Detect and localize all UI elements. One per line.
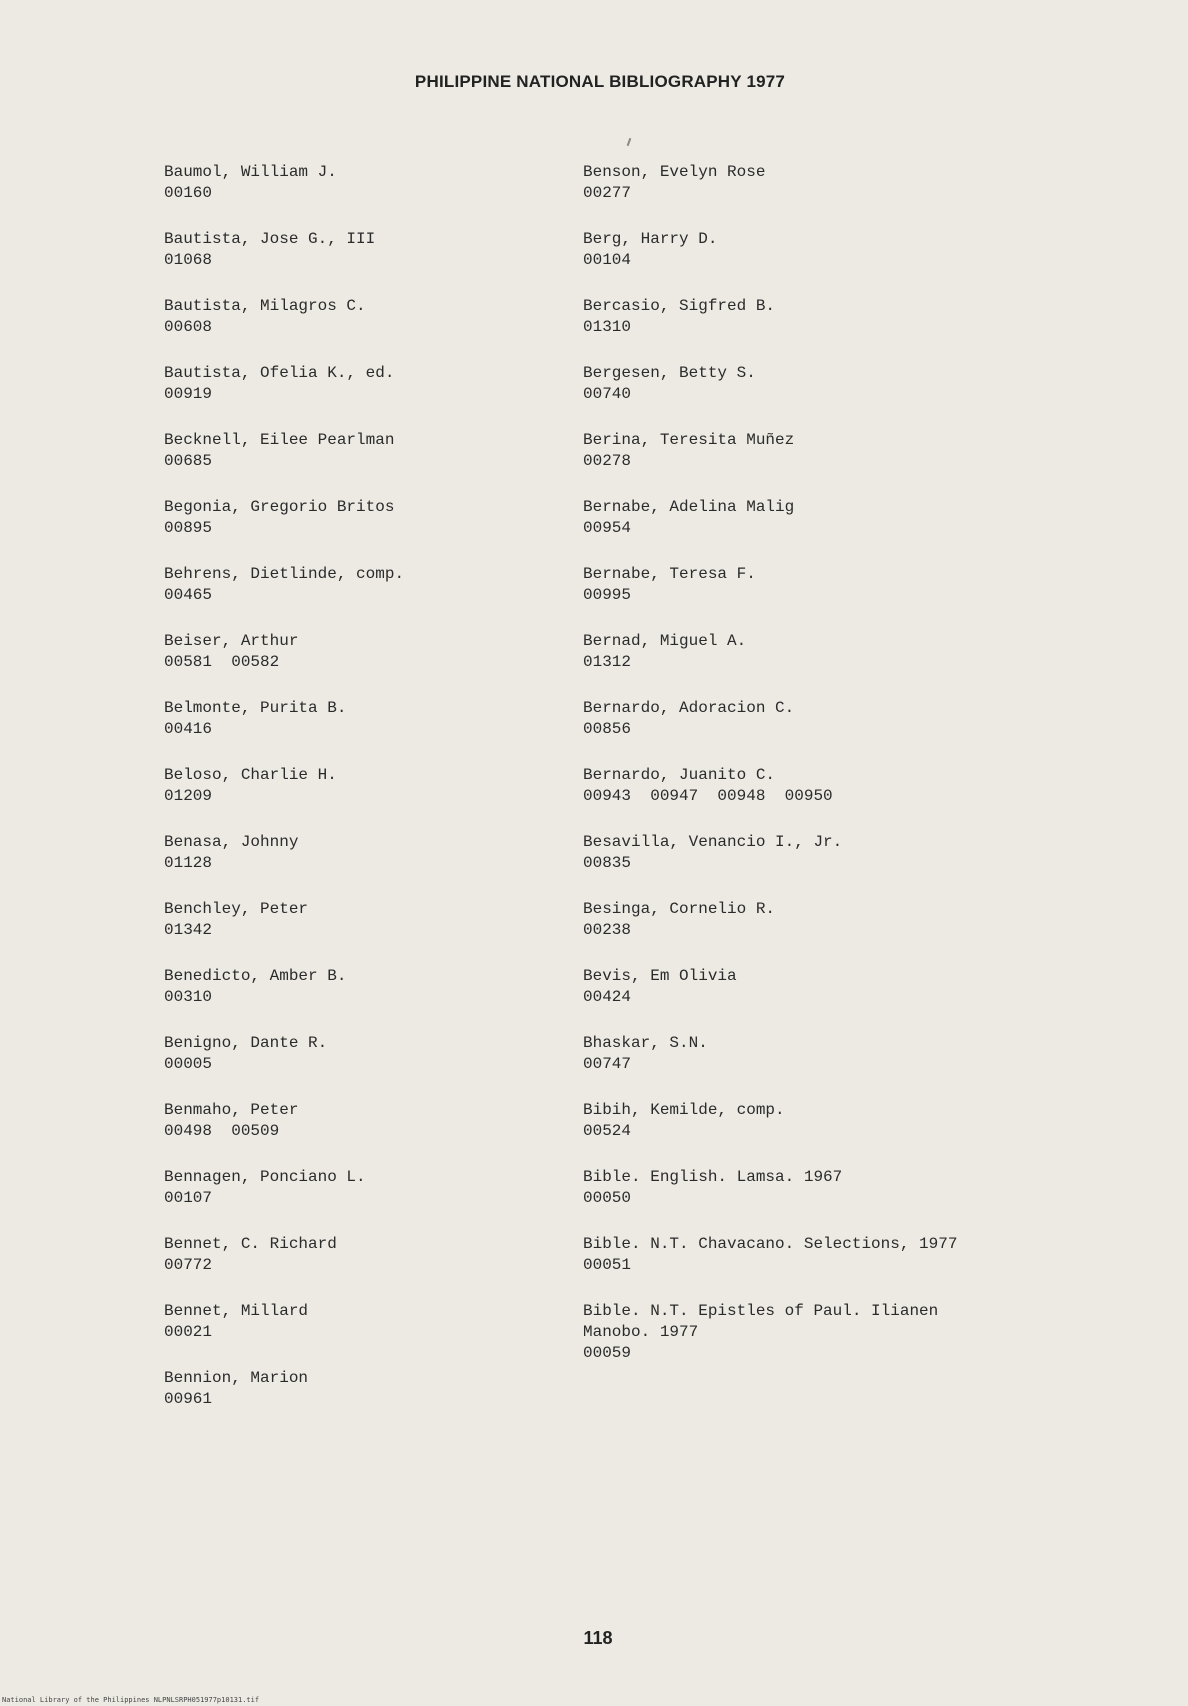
index-entry [164,698,564,765]
entry-name: Bernad, Miguel A. [583,632,747,650]
index-entry [164,899,564,966]
entry-numbers: 01209 [164,787,213,805]
index-entry [583,1234,1043,1301]
index-entry [164,1100,564,1167]
entry-name: Bible. N.T. Epistles of Paul. Ilianen [583,1302,939,1320]
index-entry [164,966,564,1033]
entry-name: Bernabe, Teresa F. [583,565,756,583]
entry-numbers: 00747 [583,1055,632,1073]
entry-name: Becknell, Eilee Pearlman [164,431,395,449]
index-entry [583,631,1043,698]
page-title: PHILIPPINE NATIONAL BIBLIOGRAPHY 1977 [414,72,786,91]
index-entry [164,296,564,363]
entry-numbers: 00919 [164,385,213,403]
entry-name: Benasa, Johnny [164,833,299,851]
scan-footer: National Library of the Philippines NLPNLSRPH051977p10131.tif [2,1696,260,1704]
index-entry [583,899,1043,966]
entry-numbers: 00021 [164,1323,213,1341]
entry-name: Berg, Harry D. [583,230,718,248]
entry-name: Bible. N.T. Chavacano. Selections, 1977 [583,1235,958,1253]
entry-name: Bennion, Marion [164,1369,309,1387]
entry-numbers: 00238 [583,921,632,939]
entry-numbers: 00835 [583,854,632,872]
entry-name: Berina, Teresita Muñez [583,431,795,449]
entry-name: Benigno, Dante R. [164,1034,328,1052]
entry-numbers: 00107 [164,1189,213,1207]
entry-name: Benedicto, Amber B. [164,967,347,985]
entry-numbers: 00277 [583,184,632,202]
entry-numbers: 00416 [164,720,213,738]
index-entry [583,296,1043,363]
index-entry [583,162,1043,229]
index-entry [583,698,1043,765]
entry-name: Benson, Evelyn Rose [583,163,766,181]
entry-numbers: 01342 [164,921,213,939]
index-entry [164,430,564,497]
index-entry [164,564,564,631]
entry-numbers: 00740 [583,385,632,403]
entry-name: Bhaskar, S.N. [583,1034,708,1052]
entry-name: Belmonte, Purita B. [164,699,347,717]
entry-numbers: 01312 [583,653,632,671]
index-entry [583,430,1043,497]
index-entry [583,497,1043,564]
entry-numbers: 00059 [583,1344,632,1362]
index-entry [583,1100,1043,1167]
entry-name: Bennet, C. Richard [164,1235,337,1253]
right-column [583,162,1043,1368]
entry-numbers: 00581 00582 [164,653,280,671]
entry-numbers: 00050 [583,1189,632,1207]
entry-name: Bernardo, Adoracion C. [583,699,795,717]
entry-name: Beiser, Arthur [164,632,299,650]
entry-numbers: 00954 [583,519,632,537]
entry-numbers: 01128 [164,854,213,872]
entry-numbers: 00995 [583,586,632,604]
index-entry [164,631,564,698]
entry-numbers: 01068 [164,251,213,269]
index-entry [164,832,564,899]
entry-numbers: 00608 [164,318,213,336]
entry-numbers: 00943 00947 00948 00950 [583,787,833,805]
entry-name: Bercasio, Sigfred B. [583,297,776,315]
index-entry [583,1167,1043,1234]
entry-numbers: 00310 [164,988,213,1006]
entry-numbers: 00961 [164,1390,213,1408]
index-entry [583,229,1043,296]
entry-numbers: 01310 [583,318,632,336]
entry-numbers: 00051 [583,1256,632,1274]
index-entry [583,363,1043,430]
entry-name: Begonia, Gregorio Britos [164,498,395,516]
index-entry [164,1301,564,1368]
entry-name: Bautista, Ofelia K., ed. [164,364,395,382]
entry-name: Besavilla, Venancio I., Jr. [583,833,843,851]
index-entry [164,1033,564,1100]
entry-numbers: 00856 [583,720,632,738]
left-column [164,162,564,1435]
index-entry [164,1167,564,1234]
index-entry [164,1368,564,1435]
entry-name: Bernabe, Adelina Malig [583,498,795,516]
index-entry [164,765,564,832]
index-entry [583,832,1043,899]
entry-name: Benmaho, Peter [164,1101,299,1119]
entry-numbers: 00005 [164,1055,213,1073]
entry-name-continued: Manobo. 1977 [583,1323,699,1341]
index-entry [164,229,564,296]
index-entry [583,564,1043,631]
entry-name: Bible. English. Lamsa. 1967 [583,1168,843,1186]
entry-numbers: 00104 [583,251,632,269]
entry-name: Bautista, Jose G., III [164,230,376,248]
entry-name: Bergesen, Betty S. [583,364,756,382]
entry-numbers: 00524 [583,1122,632,1140]
scan-mark [627,138,632,146]
index-entry [164,1234,564,1301]
entry-name: Bevis, Em Olivia [583,967,737,985]
entry-name: Bennet, Millard [164,1302,309,1320]
index-entry [164,497,564,564]
index-entry [583,1301,1043,1368]
entry-numbers: 00772 [164,1256,213,1274]
entry-numbers: 00685 [164,452,213,470]
entry-name: Baumol, William J. [164,163,337,181]
entry-name: Benchley, Peter [164,900,309,918]
entry-numbers: 00160 [164,184,213,202]
entry-name: Behrens, Dietlinde, comp. [164,565,405,583]
entry-numbers: 00424 [583,988,632,1006]
entry-name: Bibih, Kemilde, comp. [583,1101,785,1119]
entry-name: Beloso, Charlie H. [164,766,337,784]
entry-name: Bernardo, Juanito C. [583,766,776,784]
index-entry [583,765,1043,832]
entry-name: Bennagen, Ponciano L. [164,1168,366,1186]
index-entry [164,363,564,430]
entry-numbers: 00278 [583,452,632,470]
entry-numbers: 00895 [164,519,213,537]
entry-name: Besinga, Cornelio R. [583,900,776,918]
entry-numbers: 00465 [164,586,213,604]
index-entry [583,1033,1043,1100]
index-entry [164,162,564,229]
entry-name: Bautista, Milagros C. [164,297,366,315]
index-entry [583,966,1043,1033]
page-number: 118 [583,1628,613,1648]
entry-numbers: 00498 00509 [164,1122,280,1140]
